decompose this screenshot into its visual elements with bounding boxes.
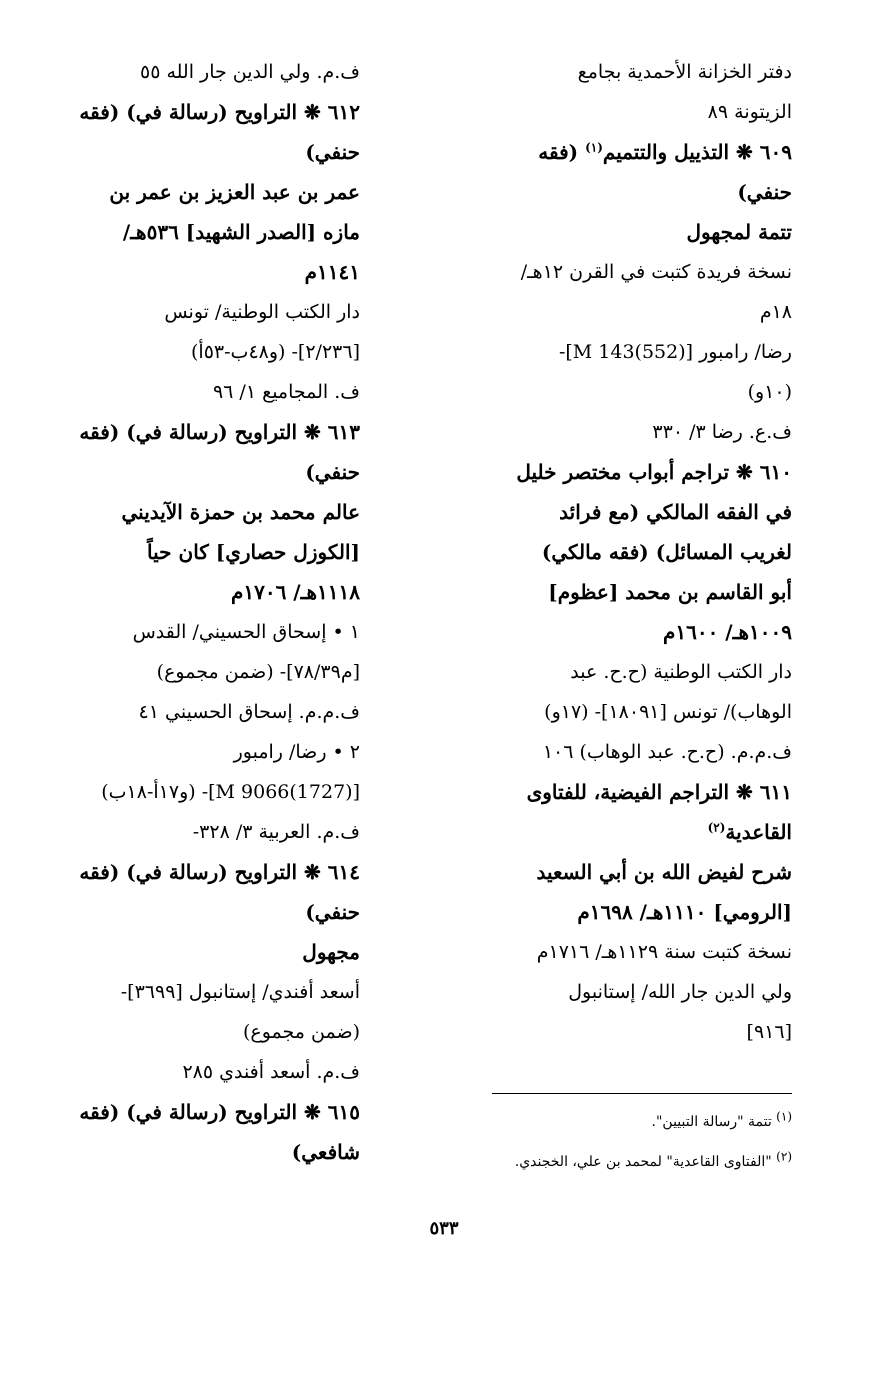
text-line (60, 132, 360, 172)
text-line (60, 492, 360, 532)
line-text: ف. المجاميع ١/ ٩٦ (212, 381, 360, 403)
text-line (60, 332, 360, 372)
line-text: رضا/ رامبور [M 143(552)]- (558, 341, 792, 363)
text-line (60, 572, 360, 612)
line-text: عالم محمد بن حمزة الآيديني (121, 500, 360, 524)
text-line (60, 1092, 360, 1132)
line-text: [الرومي] ١١١٠هـ/ ١٦٩٨م (577, 900, 792, 924)
text-line (60, 812, 360, 852)
text-line (447, 292, 792, 332)
line-text: حنفي) (737, 180, 792, 204)
text-line (447, 372, 792, 412)
text-line (60, 852, 360, 892)
text-line (60, 252, 360, 292)
line-text: ٢ • رضا/ رامبور (233, 741, 360, 763)
text-line (60, 652, 360, 692)
line-text: ١٨م (759, 301, 792, 323)
text-line (60, 932, 360, 972)
footnote-number: (١) (776, 1109, 792, 1124)
line-text: مازه [الصدر الشهيد] ٥٣٦هـ/ (122, 220, 360, 244)
footnotes (372, 1102, 792, 1182)
line-text: [٢/٢٣٦]- (و٤٨ب-٥٣أ) (191, 341, 360, 363)
line-text: ١٠٠٩هـ/ ١٦٠٠م (662, 620, 792, 644)
line-text: ١ • إسحاق الحسيني/ القدس (132, 621, 360, 643)
line-text: ٦١٠ ❋ تراجم أبواب مختصر خليل (516, 460, 792, 484)
line-text: حنفي) (305, 140, 360, 164)
line-text: (١٠و) (747, 381, 792, 403)
line-text: ٦١٢ ❋ التراويح (رسالة في) (فقه (79, 100, 360, 124)
line-text: دفتر الخزانة الأحمدية بجامع (577, 61, 792, 83)
line-text: ٦١٥ ❋ التراويح (رسالة في) (فقه (79, 1100, 360, 1124)
text-line (447, 252, 792, 292)
text-line (447, 52, 792, 92)
line-text: الوهاب)/ تونس [١٨٠٩١]- (١٧و) (544, 701, 792, 723)
footnote-text: "الفتاوى القاعدية" لمحمد بن علي، الخجندي. (514, 1154, 777, 1170)
text-line (447, 932, 792, 972)
line-text: شرح لفيض الله بن أبي السعيد (536, 860, 792, 884)
text-line (60, 452, 360, 492)
line-text: مجهول (302, 940, 360, 964)
text-line (447, 412, 792, 452)
line-text: [الكوزل حصاري] كان حياً (147, 540, 360, 564)
line-text: أبو القاسم بن محمد [عظوم] (548, 580, 792, 604)
line-text: في الفقه المالكي (مع فرائد (559, 500, 792, 524)
line-text: ف.م.م. (ح.ح. عبد الوهاب) ١٠٦ (542, 741, 792, 763)
text-line (447, 692, 792, 732)
line-text: القاعدية (725, 820, 792, 844)
text-line (60, 772, 360, 812)
text-line (60, 892, 360, 932)
line-tail: (فقه (538, 140, 586, 164)
text-line (60, 52, 360, 92)
line-text: تتمة لمجهول (686, 220, 792, 244)
page-number: ٥٣٣ (429, 1218, 459, 1239)
line-text: الزيتونة ٨٩ (707, 101, 792, 123)
line-text: شافعي) (291, 1140, 360, 1164)
text-line (60, 532, 360, 572)
text-line (447, 492, 792, 532)
text-line (447, 812, 792, 852)
line-text: ٦٠٩ ❋ التذييل والتتميم (602, 140, 792, 164)
line-text: لغريب المسائل) (فقه مالكي) (541, 540, 792, 564)
text-line (447, 732, 792, 772)
footnote (372, 1102, 792, 1142)
line-text: أسعد أفندي/ إستانبول [٣٦٩٩]- (120, 981, 360, 1003)
text-line (60, 172, 360, 212)
text-line (60, 1012, 360, 1052)
text-line (447, 172, 792, 212)
line-text: دار الكتب الوطنية (ح.ح. عبد (570, 661, 792, 683)
text-line (60, 1052, 360, 1092)
text-line (447, 532, 792, 572)
text-line (447, 772, 792, 812)
text-line (447, 1012, 792, 1052)
footnote-divider (492, 1093, 792, 1094)
text-line (60, 1132, 360, 1172)
right-column (447, 52, 792, 1052)
text-line (60, 732, 360, 772)
line-text: ١١١٨هـ/ ١٧٠٦م (230, 580, 360, 604)
text-line (60, 212, 360, 252)
line-text: ولي الدين جار الله/ إستانبول (568, 981, 792, 1003)
footnote-marker: (١) (585, 140, 603, 155)
text-line (447, 972, 792, 1012)
text-line (447, 852, 792, 892)
line-text: ف.ع. رضا ٣/ ٣٣٠ (652, 421, 792, 443)
line-text: ١١٤١م (304, 260, 360, 284)
line-text: ف.م.م. إسحاق الحسيني ٤١ (138, 701, 360, 723)
line-text: نسخة فريدة كتبت في القرن ١٢هـ/ (520, 261, 792, 283)
footnote-number: (٢) (776, 1149, 792, 1164)
text-line (447, 572, 792, 612)
footnote-marker: (٢) (707, 820, 726, 835)
text-line (60, 612, 360, 652)
line-text: ٦١٤ ❋ التراويح (رسالة في) (فقه (79, 860, 360, 884)
footnote (372, 1142, 792, 1182)
text-line (447, 892, 792, 932)
line-text: (ضمن مجموع) (242, 1021, 360, 1043)
footnote-text: تتمة "رسالة التبيين". (651, 1114, 777, 1130)
text-line (447, 332, 792, 372)
line-text: ف.م. ولي الدين جار الله ٥٥ (139, 61, 360, 83)
text-line (60, 412, 360, 452)
text-line (60, 292, 360, 332)
line-text: عمر بن عبد العزيز بن عمر بن (109, 180, 360, 204)
line-text: [M 9066(1727)]- (و١٧أ-١٨ب) (101, 781, 360, 803)
line-text: [م٧٨/٣٩]- (ضمن مجموع) (156, 661, 360, 683)
line-text: ٦١١ ❋ التراجم الفيضية، للفتاوى (526, 780, 792, 804)
text-line (60, 92, 360, 132)
left-column (60, 52, 360, 1172)
line-text: ف.م. أسعد أفندي ٢٨٥ (182, 1061, 360, 1083)
line-text: دار الكتب الوطنية/ تونس (164, 301, 360, 323)
text-line (447, 212, 792, 252)
line-text: ف.م. العربية ٣/ ٣٢٨- (192, 821, 360, 843)
text-line (447, 452, 792, 492)
line-text: [٩١٦] (746, 1021, 792, 1043)
text-line (447, 132, 792, 172)
text-line (60, 972, 360, 1012)
line-text: نسخة كتبت سنة ١١٢٩هـ/ ١٧١٦م (536, 941, 792, 963)
text-line (447, 612, 792, 652)
text-line (60, 692, 360, 732)
text-line (60, 372, 360, 412)
text-line (447, 92, 792, 132)
line-text: حنفي) (305, 460, 360, 484)
text-line (447, 652, 792, 692)
line-text: حنفي) (305, 900, 360, 924)
line-text: ٦١٣ ❋ التراويح (رسالة في) (فقه (79, 420, 360, 444)
